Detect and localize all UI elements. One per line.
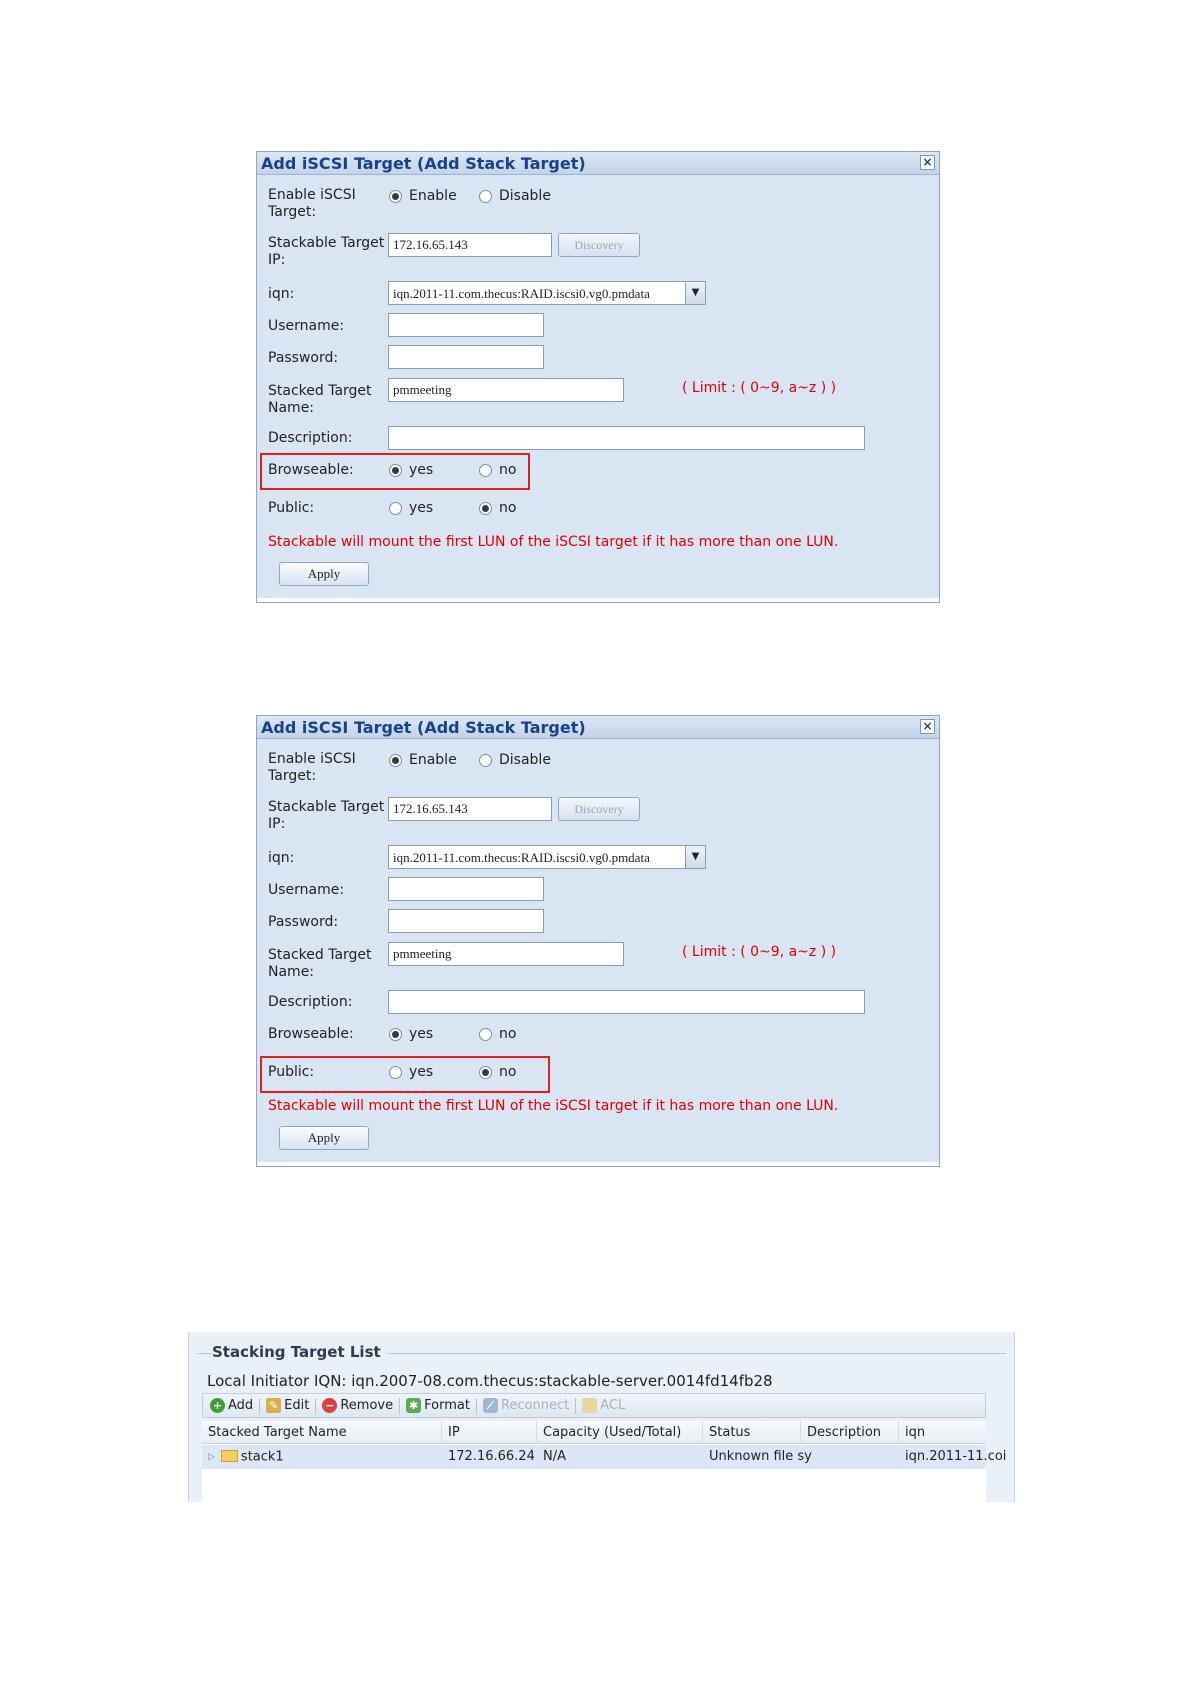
format-icon: ✱ [406,1398,421,1413]
stacked-target-name-input[interactable]: pmmeeting [388,378,624,402]
disable-radio-option[interactable]: Disable [479,752,551,768]
format-button[interactable]: ✱ Format [406,1398,470,1413]
acl-button[interactable]: ACL [582,1398,625,1413]
password-input[interactable] [388,909,544,933]
limit-hint: ( Limit : ( 0~9, a~z ) ) [682,944,837,960]
public-no-radio[interactable] [479,502,492,515]
enable-radio[interactable] [389,754,402,767]
stackable-target-ip-label: Stackable Target IP: [268,799,385,832]
description-label: Description: [268,430,353,446]
username-input[interactable] [388,877,544,901]
grid-header [202,1421,986,1444]
disable-radio[interactable] [479,754,492,767]
enable-radio-option[interactable]: Enable [389,188,457,204]
toolbar [202,1393,986,1418]
description-cell [801,1445,899,1469]
expand-arrow-icon[interactable]: ▷ [208,1452,215,1462]
public-highlight-box [260,1056,550,1093]
stacking-target-list-panel [188,1332,1015,1502]
chevron-down-icon[interactable]: ▼ [685,846,705,868]
add-stack-target-dialog [256,151,940,603]
stackable-target-ip-label: Stackable Target IP: [268,235,385,268]
browseable-no-option[interactable]: no [479,462,516,478]
column-header[interactable]: IP [442,1421,537,1444]
enable-iscsi-label: Enable iSCSI Target: [268,187,356,220]
add-button[interactable]: + Add [210,1398,253,1413]
browseable-yes-option[interactable]: yes [389,1026,433,1042]
panel-legend: Stacking Target List [212,1343,387,1361]
browseable-no-radio[interactable] [479,1028,492,1041]
iqn-label: iqn: [268,286,295,302]
column-header[interactable]: Stacked Target Name [202,1421,442,1444]
description-input[interactable] [388,426,865,450]
stacking-target-grid [202,1421,1007,1502]
column-header[interactable]: Status [703,1421,801,1444]
minus-circle-icon: − [322,1398,337,1413]
column-header[interactable]: Description [801,1421,899,1444]
public-no-option[interactable]: no [479,1064,516,1080]
capacity-cell: N/A [543,1449,566,1464]
enable-radio-option[interactable]: Enable [389,752,457,768]
apply-button[interactable]: Apply [279,1126,369,1150]
status-cell: Unknown file sy [709,1449,812,1464]
username-label: Username: [268,882,345,898]
password-input[interactable] [388,345,544,369]
password-label: Password: [268,914,339,930]
folder-icon [221,1450,238,1462]
enable-radio[interactable] [389,190,402,203]
lock-folder-icon [582,1398,597,1413]
stacked-target-name-label: Stacked Target Name: [268,947,372,980]
public-label: Public: [268,500,315,516]
disable-radio-option[interactable]: Disable [479,188,551,204]
stackable-target-ip-input[interactable]: 172.16.65.143 [388,233,552,257]
dialog-title: Add iSCSI Target (Add Stack Target) [261,718,586,737]
stacked-target-name-input[interactable]: pmmeeting [388,942,624,966]
table-row[interactable] [202,1445,1007,1469]
stacked-target-name-cell: ▷ stack1 [202,1445,442,1469]
apply-button[interactable]: Apply [279,562,369,586]
browseable-label: Browseable: [268,1026,354,1042]
public-no-option[interactable]: no [479,500,516,516]
disable-radio[interactable] [479,190,492,203]
enable-iscsi-label: Enable iSCSI Target: [268,751,356,784]
dialog-titlebar [257,152,939,175]
browseable-yes-radio[interactable] [389,1028,402,1041]
public-yes-option[interactable]: yes [389,500,433,516]
public-yes-radio[interactable] [389,502,402,515]
stackable-lun-note: Stackable will mount the first LUN of the iSCSI target if it has more than one LUN. [268,1098,839,1114]
description-label: Description: [268,994,353,1010]
close-icon[interactable]: × [920,155,935,170]
ip-cell: 172.16.66.24 [448,1449,535,1464]
add-stack-target-dialog [256,715,940,1167]
public-label: Public: [268,1064,315,1080]
stackable-target-ip-input[interactable]: 172.16.65.143 [388,797,552,821]
browseable-label: Browseable: [268,462,354,478]
chevron-down-icon[interactable]: ▼ [685,282,705,304]
iqn-select[interactable] [388,281,706,305]
discovery-button[interactable]: Discovery [558,233,640,257]
description-input[interactable] [388,990,865,1014]
edit-button[interactable]: ✎ Edit [266,1398,309,1413]
dialog-titlebar [257,716,939,739]
public-yes-option[interactable]: yes [389,1064,433,1080]
column-header[interactable]: iqn [905,1425,926,1440]
discovery-button[interactable]: Discovery [558,797,640,821]
browseable-highlight-box [260,453,530,490]
column-header[interactable]: Capacity (Used/Total) [537,1421,703,1444]
username-input[interactable] [388,313,544,337]
stackable-lun-note: Stackable will mount the first LUN of the iSCSI target if it has more than one LUN. [268,534,839,550]
username-label: Username: [268,318,345,334]
stacked-target-name-label: Stacked Target Name: [268,383,372,416]
local-initiator-iqn: Local Initiator IQN: iqn.2007-08.com.thecus:stackable-server.0014fd14fb28 [207,1372,773,1390]
iqn-label: iqn: [268,850,295,866]
reconnect-button[interactable]: ⟋ Reconnect [483,1398,569,1413]
browseable-yes-option[interactable]: yes [389,462,433,478]
pencil-icon: ✎ [266,1398,281,1413]
iqn-cell: iqn.2011-11.coi [905,1449,1007,1464]
remove-button[interactable]: − Remove [322,1398,393,1413]
plug-icon: ⟋ [483,1398,498,1413]
browseable-no-option[interactable]: no [479,1026,516,1042]
iqn-select[interactable] [388,845,706,869]
limit-hint: ( Limit : ( 0~9, a~z ) ) [682,380,837,396]
password-label: Password: [268,350,339,366]
iqn-select-value: iqn.2011-11.com.thecus:RAID.iscsi0.vg0.pmdata [393,850,650,865]
dialog-title: Add iSCSI Target (Add Stack Target) [261,154,586,173]
iqn-select-value: iqn.2011-11.com.thecus:RAID.iscsi0.vg0.pmdata [393,286,650,301]
plus-circle-icon: + [210,1398,225,1413]
close-icon[interactable]: × [920,719,935,734]
